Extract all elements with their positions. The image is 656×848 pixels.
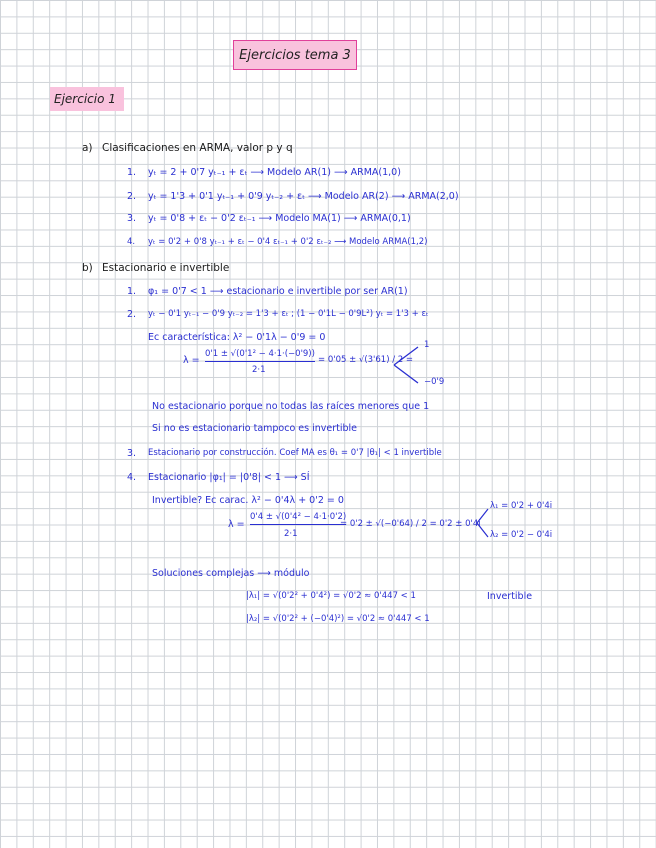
b2-root-1: 1 bbox=[424, 340, 430, 350]
part-a-label: a) bbox=[82, 142, 93, 154]
a-item-4-num: 4. bbox=[127, 237, 136, 247]
b4-root-2: λ₂ = 0'2 − 0'4i bbox=[490, 530, 553, 540]
page-title: Ejercicios tema 3 bbox=[233, 40, 357, 70]
b-item-4-num: 4. bbox=[127, 472, 137, 483]
b-item-2-line2: Ec característica: λ² − 0'1λ − 0'9 = 0 bbox=[148, 332, 326, 343]
a-item-2-num: 2. bbox=[127, 191, 137, 202]
b2-formula-denominator: 2·1 bbox=[252, 365, 266, 375]
a-item-1-num: 1. bbox=[127, 167, 137, 178]
b4-root-1: λ₁ = 0'2 + 0'4i bbox=[490, 501, 553, 511]
b4-formula-result: = 0'2 ± √(−0'64) / 2 = 0'2 ± 0'4i bbox=[340, 519, 481, 529]
b4-formula-denominator: 2·1 bbox=[284, 529, 298, 539]
b2-formula-result: = 0'05 ± √(3'61) / 2 = bbox=[318, 355, 414, 365]
a-item-1-text: yₜ = 2 + 0'7 yₜ₋₁ + εₜ ⟶ Modelo AR(1) ⟶ ARMA(1,0) bbox=[148, 167, 401, 178]
b4-conclusion: Invertible bbox=[487, 591, 533, 602]
b4-roots-brace bbox=[476, 506, 490, 540]
b-item-1-num: 1. bbox=[127, 286, 137, 297]
b2-note-1: No estacionario porque no todas las raíces menores que 1 bbox=[152, 401, 430, 412]
a-item-3-text: yₜ = 0'8 + εₜ − 0'2 εₜ₋₁ ⟶ Modelo MA(1) ⟶ ARMA(0,1) bbox=[148, 213, 411, 224]
b4-complex-note: Soluciones complejas ⟶ módulo bbox=[152, 568, 310, 579]
a-item-3-num: 3. bbox=[127, 213, 137, 224]
b-item-4-line1: Estacionario |φ₁| = |0'8| < 1 ⟶ SÍ bbox=[148, 472, 310, 483]
b-item-3-num: 3. bbox=[127, 448, 137, 459]
b2-roots-brace bbox=[392, 344, 422, 386]
a-item-2-text: yₜ = 1'3 + 0'1 yₜ₋₁ + 0'9 yₜ₋₂ + εₜ ⟶ Modelo AR(2) ⟶ ARMA(2,0) bbox=[148, 191, 459, 202]
part-b-label: b) bbox=[82, 262, 93, 274]
a-item-4-text: yₜ = 0'2 + 0'8 yₜ₋₁ + εₜ − 0'4 εₜ₋₁ + 0'2 εₜ₋₂ ⟶ Modelo ARMA(1,2) bbox=[148, 237, 428, 247]
exercise-heading: Ejercicio 1 bbox=[50, 87, 124, 111]
b4-formula-lhs: λ = bbox=[228, 519, 245, 530]
part-a-heading: Clasificaciones en ARMA, valor p y q bbox=[102, 142, 293, 154]
b-item-1-text: φ₁ = 0'7 < 1 ⟶ estacionario e invertible por ser AR(1) bbox=[148, 286, 408, 297]
part-b-heading: Estacionario e invertible bbox=[102, 262, 230, 274]
b2-formula-lhs: λ = bbox=[183, 355, 200, 366]
b2-formula-numerator: 0'1 ± √(0'1² − 4·1·(−0'9)) bbox=[205, 350, 315, 362]
b4-modulus-1: |λ₁| = √(0'2² + 0'4²) = √0'2 ≈ 0'447 < 1 bbox=[246, 591, 416, 601]
b4-modulus-2: |λ₂| = √(0'2² + (−0'4)²) = √0'2 ≈ 0'447 < 1 bbox=[246, 614, 430, 624]
b-item-2-line1: yₜ − 0'1 yₜ₋₁ − 0'9 yₜ₋₂ = 1'3 + εₜ ; (1 − 0'1L − 0'9L²) yₜ = 1'3 + εₜ bbox=[148, 309, 429, 319]
b-item-3-text: Estacionario por construcción. Coef MA es θ₁ = 0'7 |θ₁| < 1 invertible bbox=[148, 448, 442, 458]
b2-note-2: Si no es estacionario tampoco es invertible bbox=[152, 423, 358, 434]
b-item-2-num: 2. bbox=[127, 309, 137, 320]
b2-root-2: −0'9 bbox=[424, 377, 445, 387]
b-item-4-line2: Invertible? Ec carac. λ² − 0'4λ + 0'2 = 0 bbox=[152, 495, 344, 506]
b4-formula-numerator: 0'4 ± √(0'4² − 4·1·0'2) bbox=[250, 513, 346, 525]
